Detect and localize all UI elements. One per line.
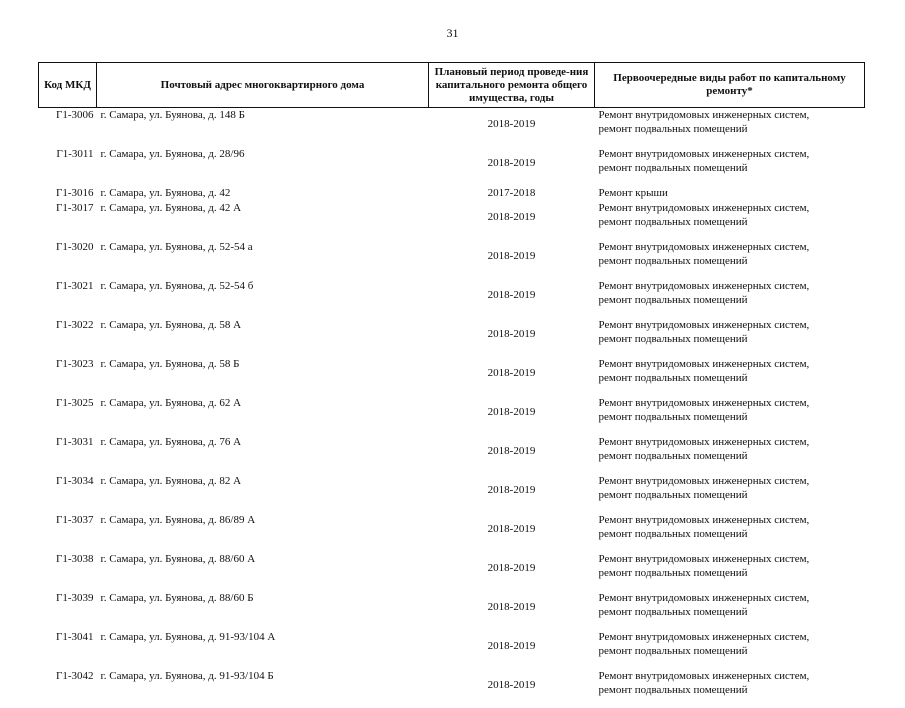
cell-address: г. Самара, ул. Буянова, д. 88/60 А [97,552,429,591]
works-line-2: ремонт подвальных помещений [599,683,865,697]
table-row [39,552,865,591]
cell-address: г. Самара, ул. Буянова, д. 148 Б [97,108,429,148]
works-line-2: ремонт подвальных помещений [599,644,865,658]
works-line-2: ремонт подвальных помещений [599,293,865,307]
cell-code: Г1-3031 [39,435,97,474]
works-line-2: ремонт подвальных помещений [599,605,865,619]
cell-code: Г1-3042 [39,669,97,708]
header-period: Плановый период проведе-ния капитального ремонта общего имущества, годы [429,63,595,108]
works-line-2: ремонт подвальных помещений [599,254,865,268]
works-line-2: ремонт подвальных помещений [599,371,865,385]
cell-works [595,201,865,240]
cell-works [595,240,865,279]
works-line-1: Ремонт внутридомовых инженерных систем, [599,108,865,122]
cell-works [595,591,865,630]
cell-works [595,186,865,201]
cell-period: 2018-2019 [429,669,595,708]
table-row [39,240,865,279]
cell-period: 2018-2019 [429,591,595,630]
table-row [39,357,865,396]
cell-address: г. Самара, ул. Буянова, д. 82 А [97,474,429,513]
table-body [39,108,865,708]
table-row [39,201,865,240]
works-line-1: Ремонт внутридомовых инженерных систем, [599,240,865,254]
cell-address: г. Самара, ул. Буянова, д. 52-54 б [97,279,429,318]
table-row [39,435,865,474]
cell-period: 2018-2019 [429,435,595,474]
cell-period: 2018-2019 [429,318,595,357]
table-header-row [39,63,865,108]
cell-address: г. Самара, ул. Буянова, д. 91-93/104 А [97,630,429,669]
cell-period: 2018-2019 [429,279,595,318]
works-line-1: Ремонт внутридомовых инженерных систем, [599,357,865,371]
cell-period: 2018-2019 [429,201,595,240]
works-line-1: Ремонт внутридомовых инженерных систем, [599,147,865,161]
cell-works [595,279,865,318]
cell-code: Г1-3017 [39,201,97,240]
cell-address: г. Самара, ул. Буянова, д. 42 [97,186,429,201]
works-line-1: Ремонт внутридомовых инженерных систем, [599,474,865,488]
cell-code: Г1-3006 [39,108,97,148]
cell-works [595,630,865,669]
cell-code: Г1-3038 [39,552,97,591]
cell-address: г. Самара, ул. Буянова, д. 86/89 А [97,513,429,552]
header-address: Почтовый адрес многоквартирного дома [97,63,429,108]
cell-address: г. Самара, ул. Буянова, д. 88/60 Б [97,591,429,630]
works-line-2: ремонт подвальных помещений [599,410,865,424]
cell-address: г. Самара, ул. Буянова, д. 28/96 [97,147,429,186]
works-line-1: Ремонт внутридомовых инженерных систем, [599,630,865,644]
cell-period: 2018-2019 [429,630,595,669]
cell-works [595,108,865,148]
works-line-1: Ремонт внутридомовых инженерных систем, [599,669,865,683]
cell-code: Г1-3021 [39,279,97,318]
table-row [39,630,865,669]
cell-code: Г1-3041 [39,630,97,669]
cell-period: 2018-2019 [429,513,595,552]
cell-period: 2018-2019 [429,396,595,435]
cell-period: 2018-2019 [429,240,595,279]
works-line-2: ремонт подвальных помещений [599,527,865,541]
cell-works [595,435,865,474]
cell-code: Г1-3034 [39,474,97,513]
table-row [39,318,865,357]
table-row [39,513,865,552]
cell-address: г. Самара, ул. Буянова, д. 52-54 а [97,240,429,279]
cell-address: г. Самара, ул. Буянова, д. 62 А [97,396,429,435]
table-row [39,147,865,186]
works-line-2: ремонт подвальных помещений [599,161,865,175]
works-line-1: Ремонт внутридомовых инженерных систем, [599,201,865,215]
works-line-1: Ремонт внутридомовых инженерных систем, [599,591,865,605]
cell-works [595,357,865,396]
cell-works [595,318,865,357]
cell-period: 2018-2019 [429,474,595,513]
cell-code: Г1-3022 [39,318,97,357]
works-line-2: ремонт подвальных помещений [599,566,865,580]
cell-works [595,147,865,186]
cell-period: 2018-2019 [429,357,595,396]
header-works: Первоочередные виды работ по капитальному ремонту* [595,63,865,108]
cell-address: г. Самара, ул. Буянова, д. 58 Б [97,357,429,396]
table-row [39,474,865,513]
works-line-2: ремонт подвальных помещений [599,122,865,136]
cell-works [595,396,865,435]
table-row [39,591,865,630]
works-line-1: Ремонт крыши [599,186,865,200]
cell-code: Г1-3020 [39,240,97,279]
cell-period: 2018-2019 [429,108,595,148]
cell-code: Г1-3039 [39,591,97,630]
works-line-1: Ремонт внутридомовых инженерных систем, [599,279,865,293]
table-row [39,279,865,318]
cell-period: 2017-2018 [429,186,595,201]
cell-code: Г1-3011 [39,147,97,186]
works-line-2: ремонт подвальных помещений [599,332,865,346]
page-number: 31 [0,26,905,41]
works-line-1: Ремонт внутридомовых инженерных систем, [599,435,865,449]
cell-code: Г1-3016 [39,186,97,201]
works-line-2: ремонт подвальных помещений [599,449,865,463]
cell-works [595,474,865,513]
cell-address: г. Самара, ул. Буянова, д. 76 А [97,435,429,474]
cell-code: Г1-3037 [39,513,97,552]
cell-code: Г1-3023 [39,357,97,396]
repair-schedule-table [38,62,865,708]
table-row [39,669,865,708]
works-line-2: ремонт подвальных помещений [599,215,865,229]
works-line-1: Ремонт внутридомовых инженерных систем, [599,552,865,566]
table-row [39,108,865,148]
cell-address: г. Самара, ул. Буянова, д. 58 А [97,318,429,357]
cell-period: 2018-2019 [429,147,595,186]
table-row [39,186,865,201]
cell-works [595,513,865,552]
cell-address: г. Самара, ул. Буянова, д. 91-93/104 Б [97,669,429,708]
works-line-2: ремонт подвальных помещений [599,488,865,502]
cell-period: 2018-2019 [429,552,595,591]
works-line-1: Ремонт внутридомовых инженерных систем, [599,318,865,332]
cell-code: Г1-3025 [39,396,97,435]
works-line-1: Ремонт внутридомовых инженерных систем, [599,513,865,527]
cell-works [595,552,865,591]
header-code: Код МКД [39,63,97,108]
cell-works [595,669,865,708]
table-row [39,396,865,435]
works-line-1: Ремонт внутридомовых инженерных систем, [599,396,865,410]
cell-address: г. Самара, ул. Буянова, д. 42 А [97,201,429,240]
